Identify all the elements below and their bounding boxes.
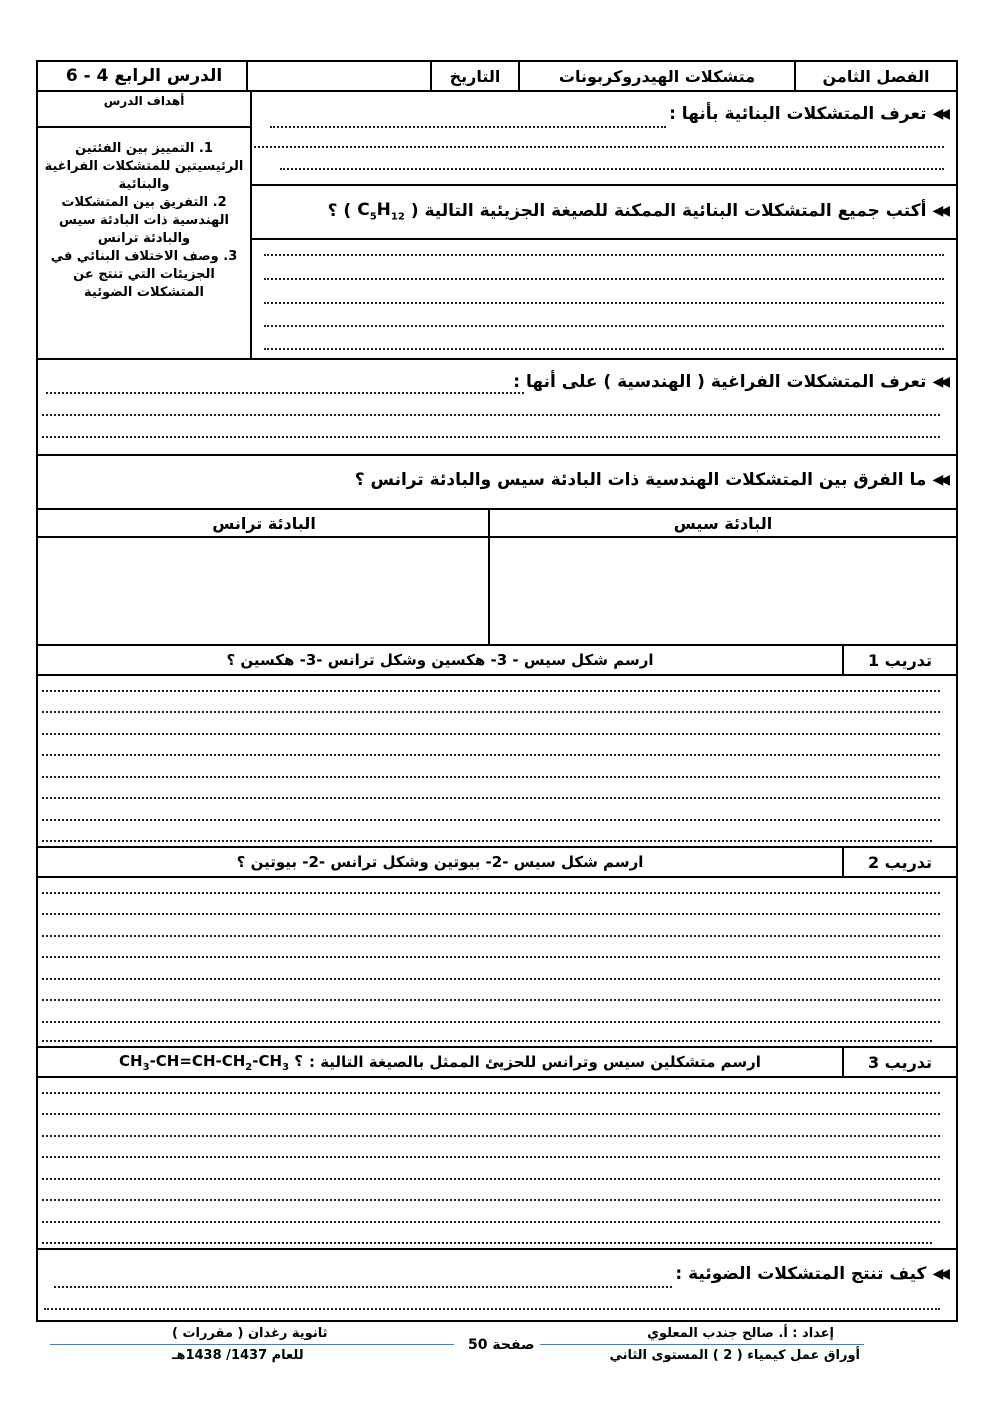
- answer-line[interactable]: [42, 1135, 940, 1137]
- cis-column-header: [490, 510, 956, 536]
- answer-line[interactable]: [42, 892, 940, 894]
- answer-line[interactable]: [42, 797, 940, 799]
- goals-title: أهداف الدرس: [103, 94, 185, 108]
- date-label-cell: [432, 62, 518, 90]
- footer-course: أوراق عمل كيمياء ( 2 ) المستوى الثاني: [609, 1348, 860, 1363]
- answer-line[interactable]: [42, 1113, 940, 1115]
- exercise-label-cell: [844, 1048, 956, 1076]
- exercise-label-cell: [844, 646, 956, 674]
- date-label: التاريخ: [449, 66, 501, 86]
- answer-line[interactable]: [42, 1040, 932, 1042]
- header-row: [38, 62, 956, 92]
- answer-line[interactable]: [42, 819, 940, 821]
- answer-line[interactable]: [42, 414, 940, 416]
- answer-line[interactable]: [42, 733, 940, 735]
- answer-line[interactable]: [264, 278, 944, 280]
- q2-prompt: [328, 200, 946, 222]
- answer-line[interactable]: [42, 1221, 940, 1223]
- q4-text: ما الفرق بين المتشكلات الهندسية ذات البادئة سيس والبادئة ترانس ؟: [354, 470, 927, 490]
- answer-line[interactable]: [42, 1242, 932, 1244]
- double-left-arrow-icon: ◀◀: [932, 472, 946, 488]
- trans-column-header: [38, 510, 490, 536]
- q2-suffix: ) ؟: [327, 201, 352, 222]
- compare-table-body: [38, 538, 956, 646]
- footer-page-number: صفحة 50: [468, 1337, 535, 1353]
- answer-line[interactable]: [42, 436, 940, 438]
- double-left-arrow-icon: ◀◀: [932, 374, 946, 390]
- worksheet: [36, 60, 958, 1322]
- footer-year: للعام 1437/ 1438هـ: [172, 1348, 304, 1363]
- exercise-text: ارسم متشكلين سيس وترانس للحزيئ الممثل بالصيغة التالية :: [308, 1053, 761, 1071]
- cis-answer-cell[interactable]: [490, 538, 956, 644]
- answer-line[interactable]: [264, 302, 944, 304]
- answer-line[interactable]: [42, 1092, 940, 1094]
- answer-line[interactable]: [42, 776, 940, 778]
- answer-line[interactable]: [42, 754, 940, 756]
- footer-rule-left: [50, 1344, 454, 1345]
- answer-line[interactable]: [42, 913, 940, 915]
- answer-line[interactable]: [46, 392, 524, 394]
- answer-line[interactable]: [42, 935, 940, 937]
- lesson-cell: [38, 62, 250, 90]
- lesson-label: الدرس الرابع 4 - 6: [65, 66, 223, 86]
- cis-label: البادئة سيس: [673, 513, 773, 533]
- chapter-label: الفصل الثامن: [822, 66, 930, 86]
- exercise-label-cell: [844, 848, 956, 876]
- exercise-text-cell: [38, 646, 842, 674]
- q3-prompt: [513, 372, 946, 392]
- trans-label: البادئة ترانس: [212, 513, 316, 533]
- exercise-text-cell: [38, 1048, 842, 1076]
- exercise-text: ارسم شكل سيس -2- بيوتين وشكل ترانس -2- بيوتين ؟: [236, 853, 644, 871]
- exercise-2-answer-area: [38, 878, 956, 1048]
- answer-line[interactable]: [42, 1178, 940, 1180]
- q1-text: تعرف المتشكلات البنائية بأنها :: [669, 104, 927, 124]
- compare-table-header: [38, 510, 956, 538]
- double-left-arrow-icon: ◀◀: [932, 203, 946, 220]
- q3-text: تعرف المتشكلات الفراغية ( الهندسية ) على أنها :: [513, 372, 927, 392]
- answer-line[interactable]: [270, 126, 666, 128]
- topic-cell: [520, 62, 794, 90]
- q2-section: [252, 186, 956, 240]
- answer-line[interactable]: [42, 690, 940, 692]
- date-value-cell[interactable]: [248, 62, 430, 90]
- goals-title-cell: [38, 92, 250, 128]
- footer-school: ثانوية رغدان ( مقررات ): [172, 1326, 328, 1341]
- q5-section: [38, 1250, 956, 1320]
- top-block: [38, 92, 956, 360]
- q1-prompt: [669, 104, 946, 124]
- answer-line[interactable]: [42, 1199, 940, 1201]
- q2-formula: $C_5H_{12}$: [357, 200, 405, 223]
- q1-section: [252, 92, 956, 186]
- exercise-formula: $CH_3-CH=CH-CH_2-CH_3$ ؟: [119, 1051, 303, 1073]
- answer-line[interactable]: [42, 999, 940, 1001]
- trans-answer-cell[interactable]: [38, 538, 490, 644]
- answer-line[interactable]: [264, 254, 944, 256]
- answer-line[interactable]: [42, 956, 940, 958]
- exercise-text-cell: [38, 848, 842, 876]
- answer-line[interactable]: [42, 840, 932, 842]
- q3-section: [38, 360, 956, 456]
- answer-line[interactable]: [254, 146, 944, 148]
- q5-prompt: [675, 1264, 946, 1284]
- q4-section: [38, 456, 956, 510]
- chapter-cell: [796, 62, 956, 90]
- answer-line[interactable]: [264, 325, 944, 327]
- exercise-1-header: [38, 646, 956, 676]
- exercise-2-header: [38, 848, 956, 878]
- answer-line[interactable]: [264, 348, 944, 350]
- q4-prompt: [355, 470, 946, 490]
- answer-line[interactable]: [42, 978, 940, 980]
- topic-label: متشكلات الهيدروكربونات: [558, 66, 756, 86]
- answer-line[interactable]: [54, 1286, 672, 1288]
- goal-item: 2. التفريق بين المتشكلات الهندسية ذات البادئة سيس والبادئة ترانس: [59, 195, 229, 246]
- answer-line[interactable]: [42, 711, 940, 713]
- answer-line[interactable]: [280, 168, 944, 170]
- q5-text: كيف تنتج المتشكلات الضوئية :: [675, 1264, 927, 1284]
- exercise-3-header: [38, 1048, 956, 1078]
- footer-prepared-by: إعداد : أ. صالح جندب المعلوي: [647, 1326, 834, 1341]
- exercise-text: ارسم شكل سيس - 3- هكسين وشكل ترانس -3- هكسين ؟: [226, 651, 654, 669]
- exercise-label: تدريب 3: [867, 1052, 933, 1072]
- q2-answer-area: [252, 240, 956, 358]
- answer-line[interactable]: [42, 1021, 940, 1023]
- exercise-label: تدريب 1: [867, 650, 933, 670]
- double-left-arrow-icon: ◀◀: [932, 106, 946, 122]
- exercise-3-answer-area: [38, 1078, 956, 1250]
- answer-line[interactable]: [44, 1308, 940, 1310]
- answer-line[interactable]: [42, 1156, 940, 1158]
- exercise-label: تدريب 2: [867, 852, 933, 872]
- exercise-1-answer-area: [38, 676, 956, 848]
- goal-item: 1. التمييز بين الفئتين الرئيسيتين للمتشكلات الفراغية والبنائية: [44, 141, 244, 192]
- q2-text: أكتب جميع المتشكلات البنائية الممكنة للصيغة الجزيئية التالية (: [410, 201, 927, 222]
- double-left-arrow-icon: ◀◀: [932, 1266, 946, 1282]
- footer-rule-right: [540, 1344, 864, 1345]
- goal-item: 3. وصف الاختلاف البنائي في الجزيئات التي تنتج عن المتشكلات الضوئية: [50, 249, 238, 300]
- goals-list: [42, 140, 246, 302]
